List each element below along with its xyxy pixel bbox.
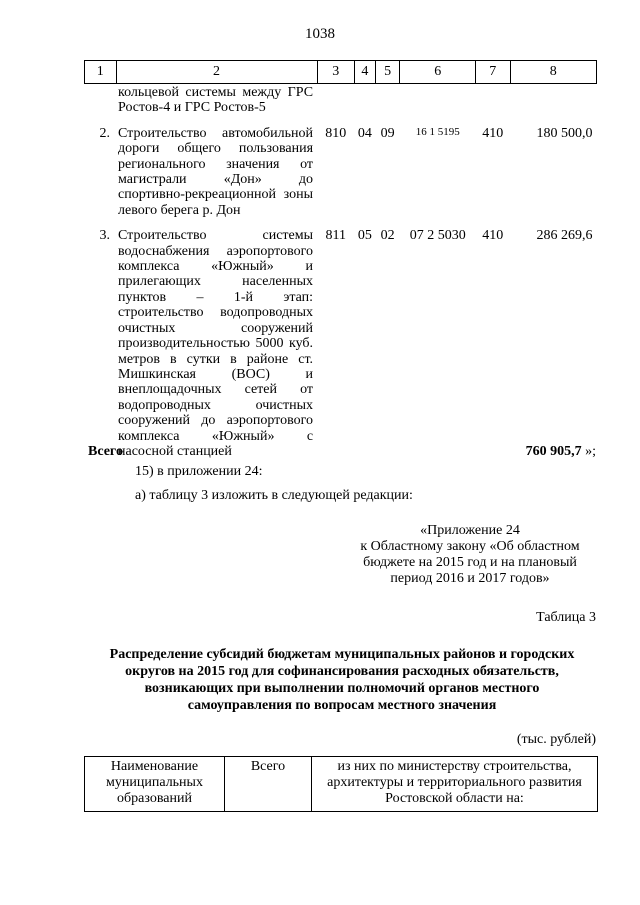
header-total: Всего [225,757,312,812]
header-ministry [312,757,598,812]
cell-c7: 410 [482,228,504,244]
table-row [85,116,597,218]
header-cell: 8 [510,61,596,84]
item-a: а) таблицу 3 изложить в следующей редакции: [135,488,413,503]
appendix-line: «Приложение 24 [420,523,520,538]
subsidy-header-row [85,757,598,812]
page-number: 1038 [305,26,335,42]
total-amount: 760 905,7 [525,444,582,459]
appendix-line: к Областному закону «Об областном [360,539,580,554]
header-cell: 2 [116,61,317,84]
header-cell: 6 [400,61,476,84]
budget-table [84,60,597,459]
heading-line: Распределение субсидий бюджетам муниципальных районов и городских [109,647,575,662]
header-line: архитектуры и территориального развития [327,775,582,790]
total-suffix: »; [581,444,596,459]
cell-c6: 07 2 5030 [409,228,466,244]
header-cell: 5 [375,61,400,84]
units-label: (тыс. рублей) [516,732,596,747]
header-cell: 7 [475,61,510,84]
heading-line: самоуправления по вопросам местного значения [187,698,497,713]
section-heading [84,646,600,714]
cell-c4: 04 [357,125,372,141]
header-line: Ростовской области на: [385,791,524,806]
item-15: 15) в приложении 24: [135,464,263,479]
heading-line: округов на 2015 год для софинансирования расходных обязательств, [125,664,559,679]
cell-c6: 16 1 5195 [415,125,460,138]
row-name: кольцевой системы между ГРС Ростов-4 и ГРС Ростов-5 [118,85,314,116]
header-line: муниципальных [106,775,203,790]
appendix-note [340,523,600,587]
table-row [85,218,597,459]
cell-c4: 05 [357,228,372,244]
row-name: Строительство автомобильной дороги общего пользования регионального значения от магистрали «Дон» до спортивно-рекреационной зоны левого берега р. Дон [118,125,314,218]
total-label: Всего [88,444,123,459]
cell-c8: 180 500,0 [536,125,593,141]
cell-c4 [355,84,376,116]
cell-c3: 811 [325,228,347,244]
cell-c8 [510,84,596,116]
cell-c7 [475,84,510,116]
header-line: из них по министерству строительства, [337,759,572,774]
header-cell: 3 [317,61,354,84]
row-number: 2. [99,125,111,141]
cell-c7: 410 [482,125,504,141]
cell-c5: 02 [380,228,395,244]
heading-line: возникающих при выполнении полномочий органов местного [144,681,540,696]
appendix-line: период 2016 и 2017 годов» [390,571,550,586]
cell-c6 [400,84,476,116]
row-number: 3. [99,228,111,244]
cell-c5: 09 [380,125,395,141]
header-municipalities [85,757,225,812]
total-row [88,444,598,460]
appendix-line: бюджете на 2015 год и на плановый [363,555,577,570]
cell-c8: 286 269,6 [536,228,593,244]
row-number [85,84,117,116]
header-cell: 4 [355,61,376,84]
row-name: Строительство системы водоснабжения аэропортового комплекса «Южный» и прилегающих населенных пунктов – 1-й этап: строительство водопроводных очистных сооружений производительностью 5000 куб. метров в сутки в районе ст. Мишкинская (ВОС) и внеплощадочных сетей от водопроводных очистных сооружений до аэропортового комплекса «Южный» с насосной станцией [118,228,314,459]
header-cell: 1 [85,61,117,84]
subsidy-table [84,756,598,812]
table-row [85,84,597,116]
cell-c3: 810 [325,125,347,141]
table-header-row [85,61,597,84]
total-value [526,444,596,460]
cell-c3 [317,84,354,116]
cell-c5 [375,84,400,116]
table-label: Таблица 3 [536,610,596,625]
header-line: Наименование [110,759,199,774]
header-line: образований [117,791,192,806]
